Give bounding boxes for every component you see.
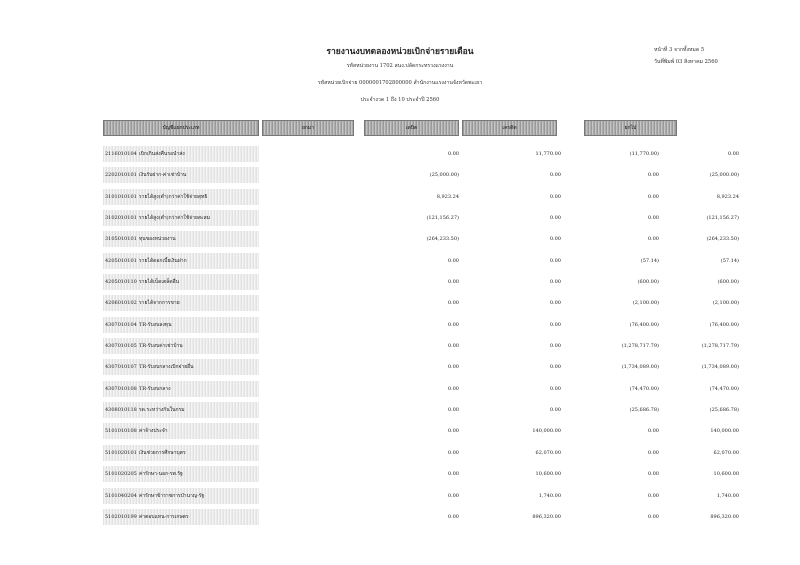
credit-value: 0.00: [647, 513, 659, 520]
agency-line: รหัสหน่วยงาน 1702 สนง.ปลัดกระทรวงแรงงาน: [346, 63, 454, 69]
brought-forward-value: 0.00: [447, 492, 459, 499]
brought-forward-value: 0.00: [447, 449, 459, 456]
account-code: 4307010108: [105, 385, 137, 392]
brought-forward-value: (264,233.50): [426, 236, 459, 243]
brought-forward-value: 0.00: [447, 257, 459, 264]
credit-value: (2,100.00): [632, 300, 659, 307]
credit-value: 0.00: [647, 492, 659, 499]
table-row: [103, 208, 739, 229]
brought-forward-value: 0.00: [447, 300, 459, 307]
table-row: [103, 464, 739, 485]
account-name: รายได้สูง(ต่ำ)กว่าค่าใช้จ่ายสะสม: [139, 215, 211, 222]
brought-forward-value: 0.00: [447, 343, 459, 350]
table-row: [103, 165, 739, 186]
page-label: หน้าที่: [654, 47, 668, 53]
carried-forward-value: (2,100.00): [712, 300, 739, 307]
brought-forward-value: 0.00: [447, 471, 459, 478]
page-number: 3: [668, 47, 673, 53]
account-code: 4308010118: [105, 407, 137, 414]
account-code: 2202010101: [105, 172, 137, 179]
account-code: 5101020101: [105, 449, 137, 456]
carried-forward-value: 62,070.00: [713, 449, 739, 456]
page-number-line: [654, 46, 754, 54]
account-cell: [103, 359, 259, 375]
carried-forward-value: 10,600.00: [713, 471, 739, 478]
carried-forward-value: 140,000.00: [710, 428, 739, 435]
account-code: 5102010199: [105, 513, 137, 520]
account-cell: [103, 295, 259, 311]
credit-value: 0.00: [647, 449, 659, 456]
brought-forward-value: 0.00: [447, 428, 459, 435]
account-cell: [103, 381, 259, 397]
brought-forward-value: 8,923.24: [436, 193, 459, 200]
debit-value: 1,740.00: [538, 492, 561, 499]
table-body: [103, 144, 739, 528]
disbursing-unit-line: รหัสหน่วยเบิกจ่าย 0000001702800000 สำนักงานแรงงานจังหวัดพะเยา: [317, 80, 483, 86]
account-cell: [103, 231, 259, 247]
credit-value: (1,734,089.00): [621, 364, 659, 371]
debit-value: 62,070.00: [535, 449, 561, 456]
account-name: รายได้ดอกเบี้ยเงินฝาก: [139, 257, 187, 264]
table-row: [103, 443, 739, 464]
table-row: [103, 229, 739, 250]
account-cell: [103, 445, 259, 461]
brought-forward-value: 0.00: [447, 513, 459, 520]
account-code: 5101040204: [105, 492, 137, 499]
account-code: 4206010102: [105, 300, 137, 307]
debit-value: 0.00: [549, 193, 561, 200]
credit-value: (11,770.00): [629, 151, 659, 157]
account-cell: [103, 253, 259, 269]
page-total: 5: [700, 47, 705, 53]
account-name: รายได้สูง(ต่ำ)กว่าค่าใช้จ่ายสุทธิ: [139, 193, 208, 200]
account-code: 4205010101: [105, 257, 137, 264]
account-code: 3102010101: [105, 215, 137, 222]
credit-value: (25,686.78): [629, 407, 659, 414]
print-date-line: [654, 58, 754, 66]
debit-value: 0.00: [549, 343, 561, 350]
header-carried-forward: ยกไป: [584, 120, 677, 136]
carried-forward-value: (74,470.00): [709, 385, 739, 392]
account-cell: [103, 146, 259, 162]
credit-value: (76,400.00): [629, 321, 659, 328]
account-code: 3101010101: [105, 193, 137, 200]
debit-value: 0.00: [549, 172, 561, 179]
debit-value: 0.00: [549, 385, 561, 392]
account-cell: [103, 509, 259, 525]
carried-forward-value: (264,233.50): [706, 236, 739, 243]
account-cell: [103, 338, 259, 354]
account-cell: [103, 167, 259, 183]
trial-balance-table: [103, 120, 739, 528]
account-name: รด.ระหว่างกันในกรม: [139, 407, 185, 414]
table-row: [103, 144, 739, 165]
credit-value: (74,470.00): [629, 385, 659, 392]
account-cell: [103, 402, 259, 418]
account-name: ค่ารักษา-นอก-รพ.รัฐ: [139, 471, 183, 478]
carried-forward-value: (600.00): [717, 279, 739, 286]
carried-forward-value: (25,686.78): [709, 407, 739, 414]
brought-forward-value: 0.00: [447, 279, 459, 286]
debit-value: 140,000.00: [532, 428, 561, 435]
carried-forward-value: 0.00: [727, 151, 739, 157]
account-name: ทุนของหน่วยงาน: [139, 236, 176, 243]
carried-forward-value: (76,400.00): [709, 321, 739, 328]
debit-value: 0.00: [549, 407, 561, 414]
table-header: [103, 120, 677, 136]
header-brought-forward: ยกมา: [262, 120, 354, 136]
table-row: [103, 251, 739, 272]
carried-forward-value: 896,320.00: [710, 513, 739, 520]
carried-forward-value: 1,740.00: [716, 492, 739, 499]
debit-value: 0.00: [549, 257, 561, 264]
brought-forward-value: (121,156.27): [426, 215, 459, 222]
print-date-label: วันที่พิมพ์: [654, 59, 675, 65]
carried-forward-value: (1,278,717.79): [701, 343, 739, 350]
account-name: เงินช่วยการศึกษาบุตร: [139, 449, 186, 456]
account-cell: [103, 423, 259, 439]
debit-value: 0.00: [549, 364, 561, 371]
debit-value: 0.00: [549, 321, 561, 328]
print-date: 03 สิงหาคม 2560: [675, 59, 718, 65]
brought-forward-value: 0.00: [447, 407, 459, 414]
account-name: ค่าจ้างประจำ: [139, 428, 168, 435]
brought-forward-value: 0.00: [447, 385, 459, 392]
account-code: 2116010104: [105, 151, 137, 157]
debit-value: 0.00: [549, 279, 561, 286]
table-row: [103, 357, 739, 378]
table-row: [103, 379, 739, 400]
account-code: 4307010107: [105, 364, 137, 371]
account-name: รายได้จากการขาย: [139, 300, 180, 307]
credit-value: (1,278,717.79): [621, 343, 659, 350]
header-debit: เดบิต: [364, 120, 459, 136]
account-name: ค่าตอบแทน-การเกษตร: [139, 513, 189, 520]
account-name: เบิกเกินส่งคืนรอนำส่ง: [139, 151, 185, 157]
account-code: 5101020205: [105, 471, 137, 478]
report-title: รายงานงบทดลองหน่วยเบิกจ่ายรายเดือน: [326, 47, 474, 57]
carried-forward-value: (121,156.27): [706, 215, 739, 222]
account-name: เงินรับฝาก-ค่าเช่าบ้าน: [139, 172, 187, 179]
account-name: รายได้เบ็ดเตล็ดอื่น: [139, 279, 180, 286]
brought-forward-value: (25,000.00): [429, 172, 459, 179]
header-credit: เครดิต: [462, 120, 557, 136]
account-cell: [103, 189, 259, 205]
page-total-label: จากทั้งหมด: [673, 47, 700, 53]
credit-value: (57.14): [640, 257, 659, 264]
brought-forward-value: 0.00: [447, 364, 459, 371]
account-name: ค่ารักษาข้าราชการบำนาญ-รัฐ: [139, 492, 205, 499]
carried-forward-value: (1,734,089.00): [701, 364, 739, 371]
account-code: 4205010110: [105, 279, 137, 286]
brought-forward-value: 0.00: [447, 321, 459, 328]
table-row: [103, 507, 739, 528]
debit-value: 0.00: [549, 215, 561, 222]
credit-value: 0.00: [647, 215, 659, 222]
account-code: 3105010101: [105, 236, 137, 243]
account-code: 4307010105: [105, 343, 137, 350]
credit-value: 0.00: [647, 172, 659, 179]
debit-value: 0.00: [549, 236, 561, 243]
period-line: ประจำงวด 1 ถึง 10 ประจำปี 2560: [360, 97, 440, 103]
debit-value: 0.00: [549, 300, 561, 307]
account-cell: [103, 210, 259, 226]
header-account: บัญชีแยกประเภท: [103, 120, 259, 136]
brought-forward-value: 0.00: [447, 151, 459, 157]
carried-forward-value: (57.14): [720, 257, 739, 264]
account-cell: [103, 317, 259, 333]
carried-forward-value: 8,923.24: [716, 193, 739, 200]
table-row: [103, 486, 739, 507]
account-code: 5101010108: [105, 428, 137, 435]
account-cell: [103, 466, 259, 482]
debit-value: 896,320.00: [532, 513, 561, 520]
table-row: [103, 400, 739, 421]
table-row: [103, 272, 739, 293]
table-row: [103, 421, 739, 442]
account-name: TR-รับงบกลาง: [139, 385, 171, 392]
debit-value: 10,600.00: [535, 471, 561, 478]
table-row: [103, 336, 739, 357]
credit-value: (600.00): [637, 279, 659, 286]
table-row: [103, 293, 739, 314]
table-row: [103, 315, 739, 336]
account-code: 4307010104: [105, 321, 137, 328]
carried-forward-value: (25,000.00): [709, 172, 739, 179]
credit-value: 0.00: [647, 236, 659, 243]
account-cell: [103, 274, 259, 290]
table-row: [103, 187, 739, 208]
debit-value: 11,770.00: [535, 151, 561, 157]
credit-value: 0.00: [647, 428, 659, 435]
account-name: TR-รับงบค่าเช่าบ้าน: [139, 343, 183, 350]
account-name: TR-รับงบลงทุน: [139, 321, 172, 328]
account-cell: [103, 488, 259, 504]
account-name: TR-รับงบกลางเบิกจ่ายอื่น: [139, 364, 194, 371]
credit-value: 0.00: [647, 471, 659, 478]
credit-value: 0.00: [647, 193, 659, 200]
